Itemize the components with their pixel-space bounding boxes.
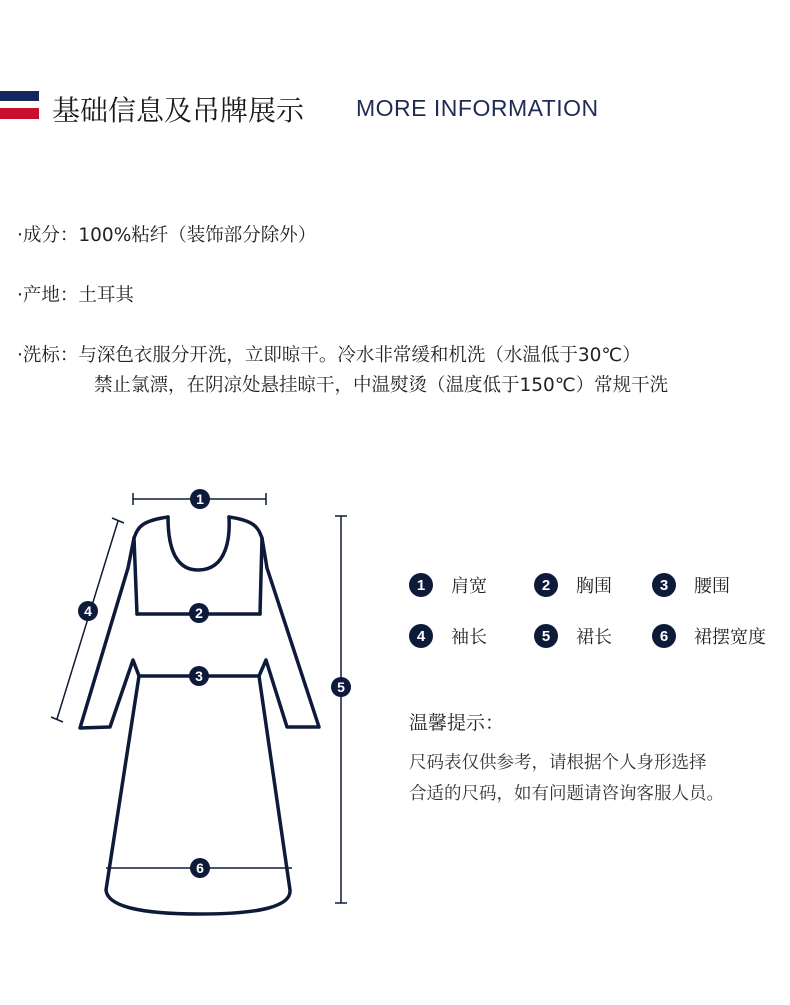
legend-item-length [534,622,612,650]
legend-item-hem [652,622,766,650]
svg-text:2: 2 [195,605,203,621]
marker-4 [78,601,98,621]
washing-label: ·洗标： [17,345,79,366]
marker-6 [190,858,210,878]
legend-label: 肩宽 [451,576,487,597]
legend-item-waist [652,571,730,599]
legend-num: 3 [652,573,676,597]
washing-value-line1: 与深色衣服分开洗，立即晾干。冷水非常缓和机洗（水温低于30℃） [78,345,641,366]
legend-item-shoulder [409,571,487,599]
section-title-en: MORE INFORMATION [356,95,599,121]
svg-text:3: 3 [195,668,203,684]
legend-label: 裙摆宽度 [694,627,766,648]
tips-line-2: 合适的尺码，如有问题请咨询客服人员。 [409,784,724,804]
composition-value: 100%粘纤（装饰部分除外） [78,225,317,246]
legend-label: 腰围 [694,576,730,597]
legend-item-sleeve [409,622,487,650]
marker-5 [331,677,351,697]
composition-label: ·成分： [17,225,79,246]
legend-num: 5 [534,624,558,648]
svg-text:6: 6 [196,860,204,876]
dress-outline [80,517,319,914]
marker-2 [189,603,209,623]
origin-value: 土耳其 [78,285,134,306]
origin-label: ·产地： [17,285,79,306]
washing-value-line2: 禁止氯漂，在阴凉处悬挂晾干，中温熨烫（温度低于150℃）常规干洗 [94,375,669,396]
svg-text:5: 5 [337,679,345,695]
marker-1 [190,489,210,509]
tips-title: 温馨提示： [409,712,505,734]
svg-text:1: 1 [196,491,204,507]
legend-label: 裙长 [576,627,612,648]
marker-3 [189,666,209,686]
legend-item-chest [534,571,612,599]
tips-line-1: 尺码表仅供参考，请根据个人身形选择 [409,753,707,773]
legend-label: 胸围 [576,576,612,597]
legend-num: 2 [534,573,558,597]
section-title: 基础信息及吊牌展示 [52,94,305,127]
legend-num: 4 [409,624,433,648]
measure-lines [51,493,347,903]
legend-num: 1 [409,573,433,597]
legend-label: 袖长 [451,627,487,648]
legend-num: 6 [652,624,676,648]
svg-text:4: 4 [84,603,92,619]
measure-markers [78,489,351,878]
